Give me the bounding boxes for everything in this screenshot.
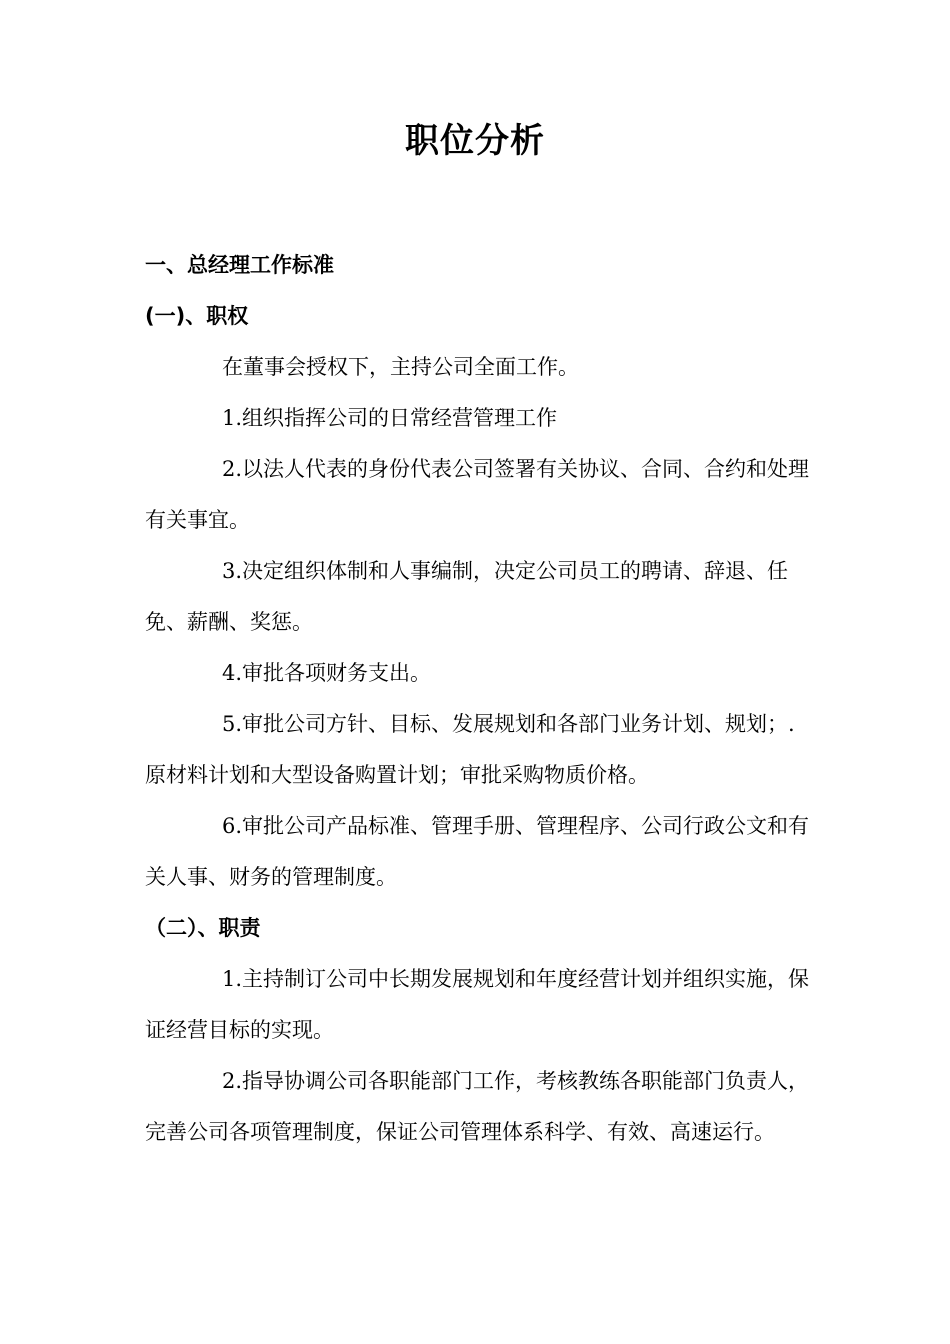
paragraph: 在董事会授权下，主持公司全面工作。 <box>222 355 579 379</box>
paragraph: 1.组织指挥公司的日常经营管理工作 <box>222 406 558 430</box>
paragraph: 1.主持制订公司中长期发展规划和年度经营计划并组织实施，保证经营目标的实现。 <box>145 967 810 1042</box>
paragraph: 2.以法人代表的身份代表公司签署有关协议、合同、合约和处理有关事宜。 <box>145 457 810 532</box>
subsection-heading-authority: (一)、职权 <box>145 304 249 328</box>
paragraph: 3.决定组织体制和人事编制，决定公司员工的聘请、辞退、任免、薪酬、奖惩。 <box>145 559 789 634</box>
subsection-heading-responsibilities: （二）、职责 <box>145 916 261 940</box>
paragraph: 5.审批公司方针、目标、发展规划和各部门业务计划、规划；.原材料计划和大型设备购置计划；审批采购物质价格。 <box>145 712 795 787</box>
paragraph: 2.指导协调公司各职能部门工作，考核教练各职能部门负责人，完善公司各项管理制度，保证公司管理体系科学、有效、高速运行。 <box>145 1069 810 1144</box>
document-body <box>145 240 810 1158</box>
document-title: 职位分析 <box>405 121 545 161</box>
paragraph: 6.审批公司产品标准、管理手册、管理程序、公司行政公文和有关人事、财务的管理制度。 <box>145 814 810 889</box>
paragraph: 4.审批各项财务支出。 <box>222 661 432 685</box>
section-heading: 一、总经理工作标准 <box>145 253 334 277</box>
